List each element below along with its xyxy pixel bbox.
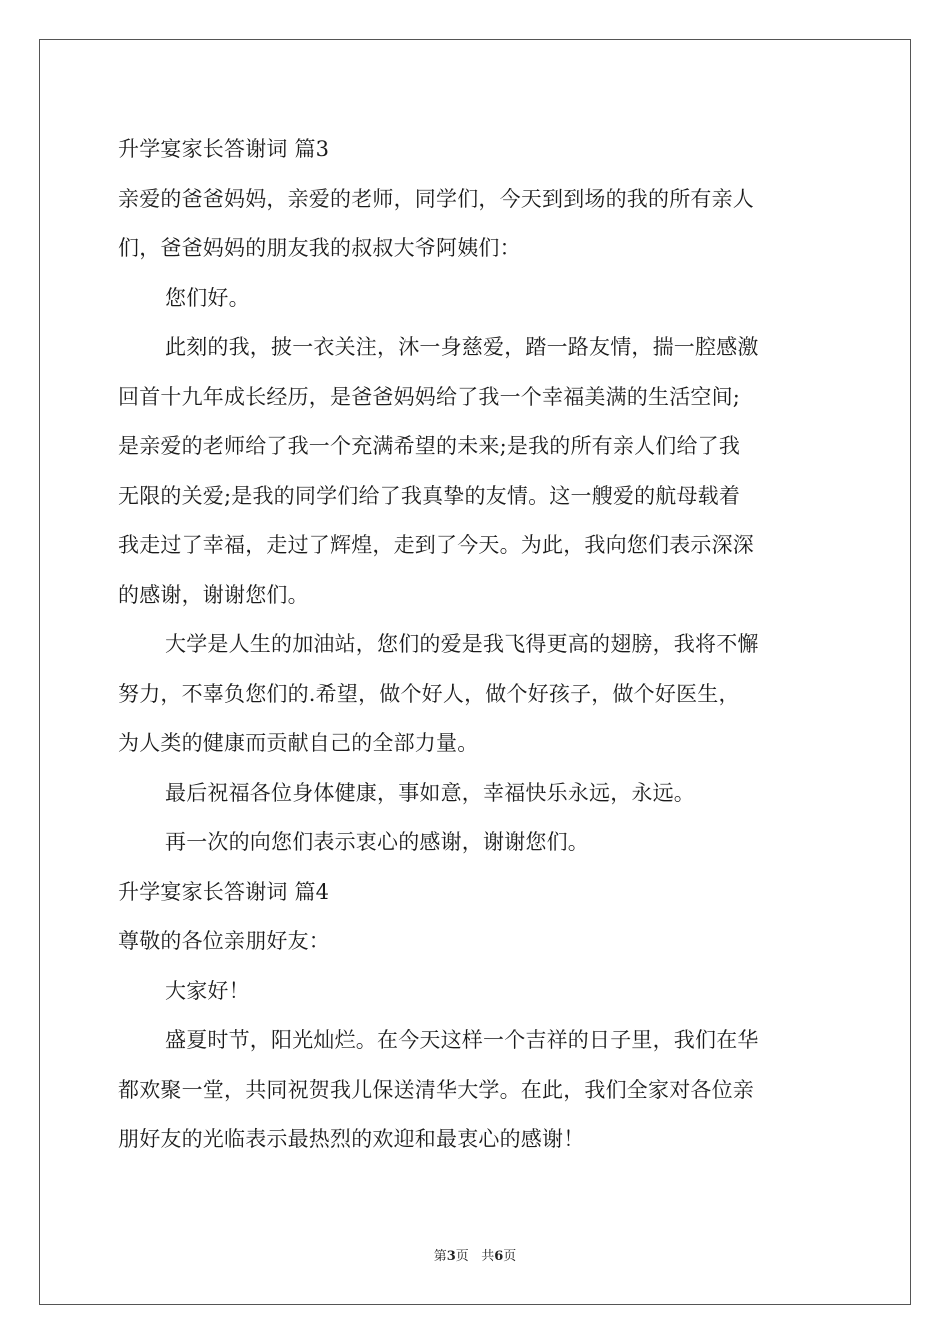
text-line: 大学是人生的加油站，您们的爱是我飞得更高的翅膀，我将不懈	[165, 632, 759, 656]
text-line: 是亲爱的老师给了我一个充满希望的未来;是我的所有亲人们给了我	[118, 434, 741, 458]
text-line: 您们好。	[165, 285, 250, 310]
text-line: 此刻的我，披一衣关注，沐一身慈爱，踏一路友情，揣一腔感激	[165, 335, 759, 359]
text-line: 朋好友的光临表示最热烈的欢迎和最衷心的感谢！	[118, 1127, 585, 1151]
footer-total-suffix: 页	[503, 1249, 517, 1264]
footer-total-prefix: 共	[481, 1249, 495, 1264]
document-body	[118, 125, 838, 1165]
footer-total-pages: 6	[494, 1249, 504, 1264]
text-line: 们，爸爸妈妈的朋友我的叔叔大爷阿姨们：	[118, 236, 521, 260]
text-line: 无限的关爱;是我的同学们给了我真挚的友情。这一艘爱的航母载着	[118, 483, 741, 508]
text-line: 盛夏时节，阳光灿烂。在今天这样一个吉祥的日子里，我们在华	[165, 1028, 759, 1052]
section-heading: 升学宴家长答谢词 篇3	[118, 137, 330, 161]
text-line: 回首十九年成长经历，是爸爸妈妈给了我一个幸福美满的生活空间;	[118, 384, 741, 409]
text-line: 为人类的健康而贡献自己的全部力量。	[118, 731, 479, 755]
text-line: 都欢聚一堂，共同祝贺我儿保送清华大学。在此，我们全家对各位亲	[118, 1077, 754, 1102]
page-footer	[0, 1248, 950, 1266]
text-line: 大家好！	[165, 978, 250, 1003]
text-line: 我走过了幸福，走过了辉煌，走到了今天。为此，我向您们表示深深	[118, 533, 754, 557]
text-line: 亲爱的爸爸妈妈，亲爱的老师，同学们，今天到到场的我的所有亲人	[118, 186, 754, 211]
footer-prefix: 第	[433, 1249, 447, 1264]
section-heading: 升学宴家长答谢词 篇4	[118, 879, 330, 904]
footer-page-word: 页	[455, 1249, 469, 1264]
footer-current-page: 3	[446, 1249, 456, 1264]
text-line: 再一次的向您们表示衷心的感谢，谢谢您们。	[165, 830, 589, 854]
text-line: 的感谢，谢谢您们。	[118, 582, 309, 607]
text-line: 最后祝福各位身体健康，事如意，幸福快乐永远，永远。	[165, 780, 695, 805]
text-line: 尊敬的各位亲朋好友：	[118, 929, 330, 953]
text-line: 努力，不辜负您们的.希望，做个好人，做个好孩子，做个好医生，	[118, 681, 740, 706]
